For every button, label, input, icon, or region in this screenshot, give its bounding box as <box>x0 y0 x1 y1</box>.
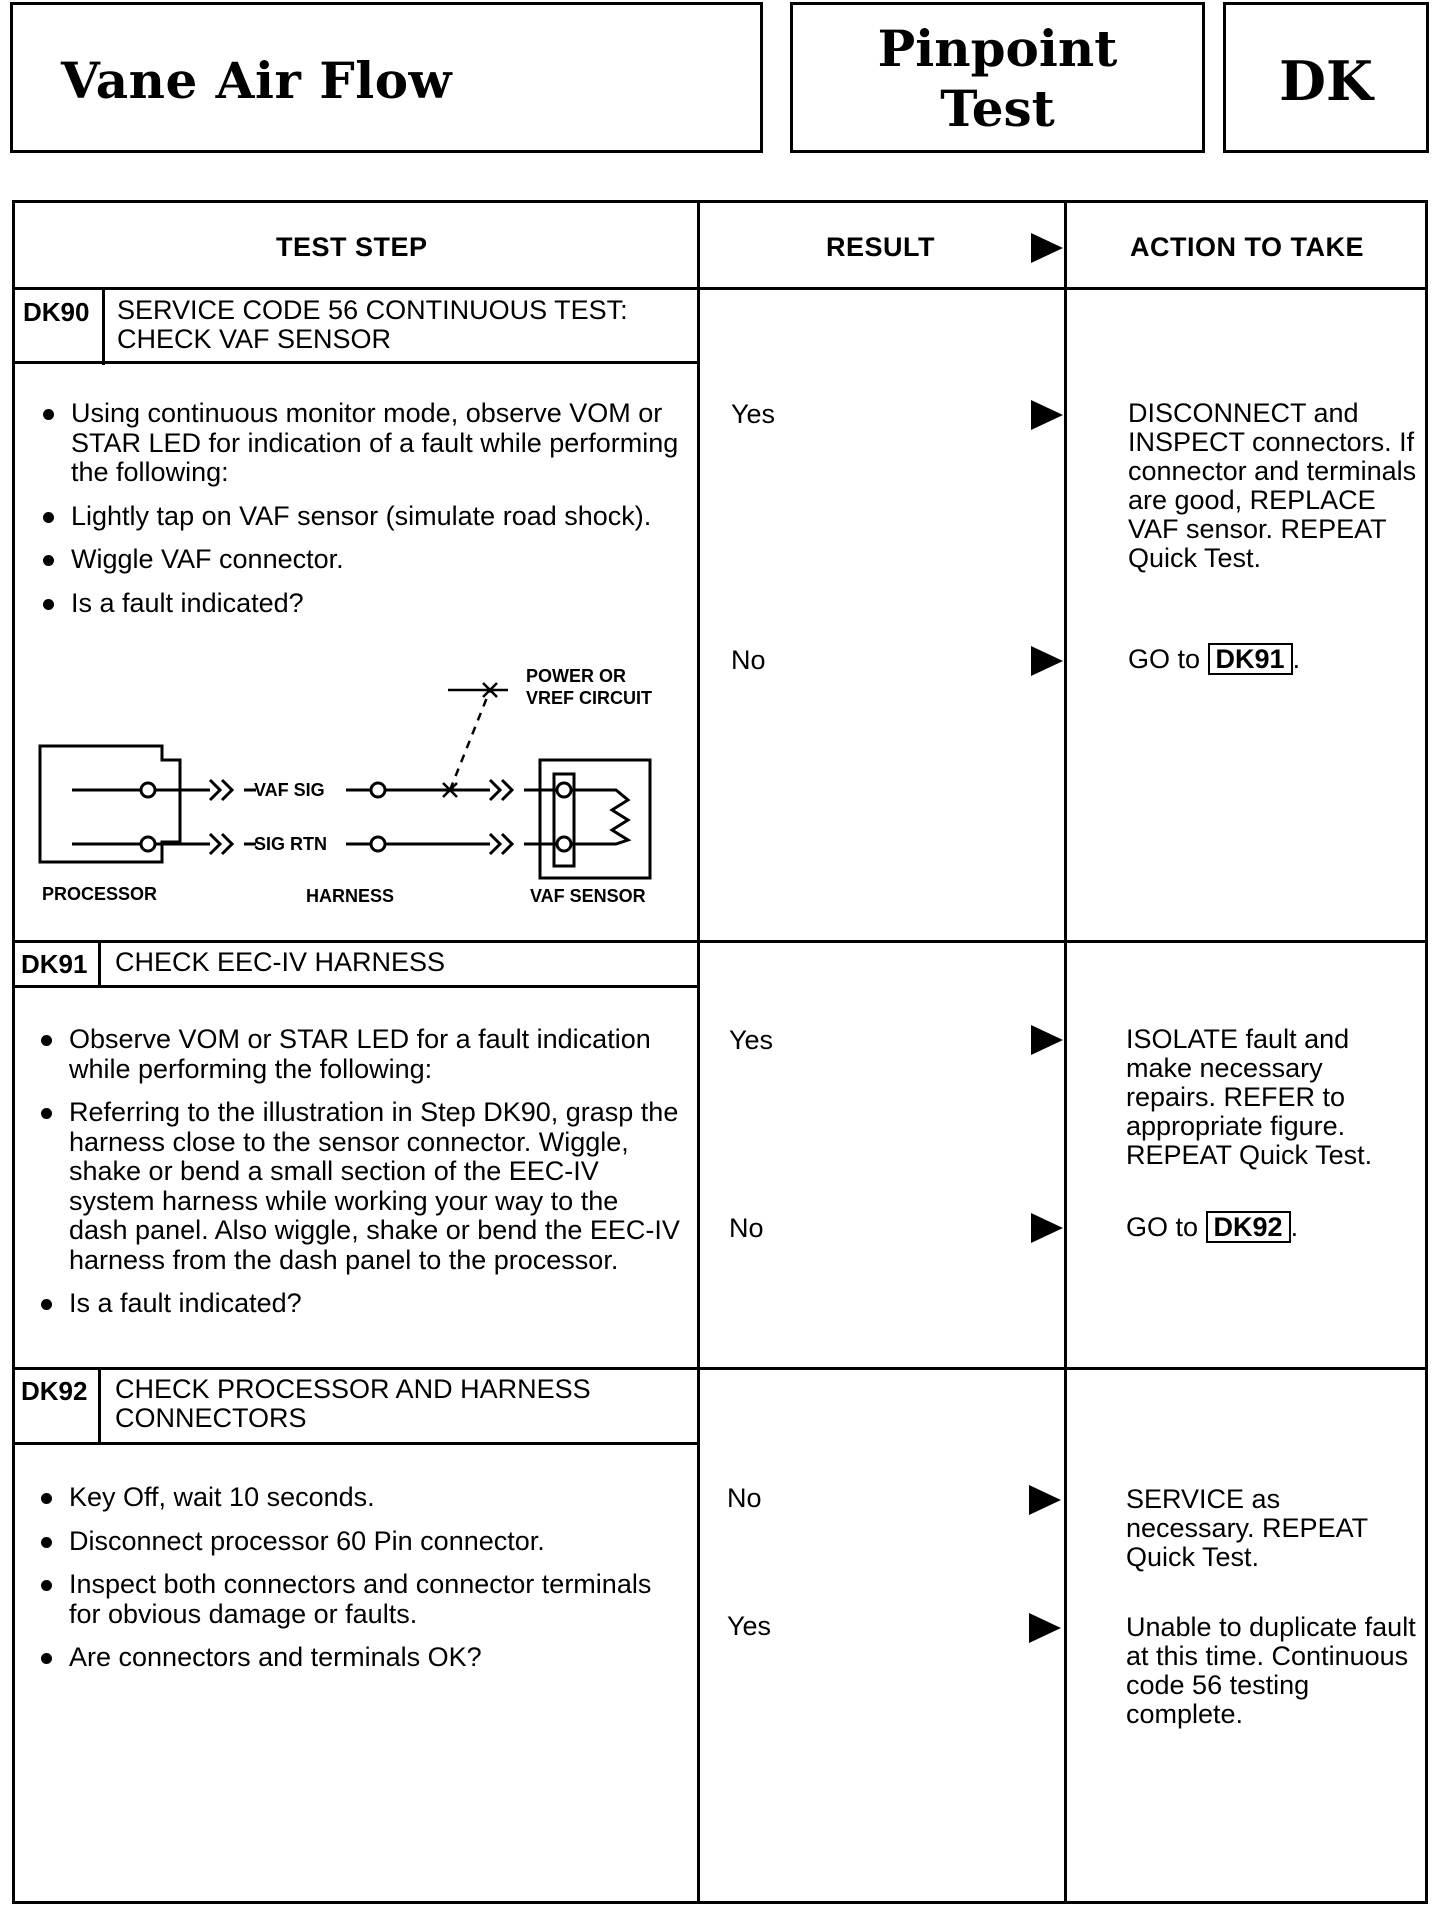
action-goto <box>1126 1211 1298 1243</box>
action-goto <box>1128 643 1300 675</box>
vaf-sensor-label: VAF SENSOR <box>530 886 646 906</box>
instruction-item: Are connectors and terminals OK? <box>41 1643 681 1673</box>
result-label: Yes <box>731 399 776 429</box>
test-code-box <box>1223 2 1429 153</box>
page-title-box <box>10 2 763 153</box>
step-instructions <box>43 399 683 632</box>
step-title-divider <box>15 361 697 364</box>
instruction-item: Is a fault indicated? <box>41 1289 681 1319</box>
column-divider <box>697 203 700 1901</box>
row-divider <box>15 1367 1425 1370</box>
arrow-icon <box>1031 233 1063 263</box>
step-code-divider <box>98 1367 101 1445</box>
result-label: Yes <box>727 1611 772 1641</box>
row-divider <box>15 940 1425 943</box>
result-label: Yes <box>729 1025 774 1055</box>
result-label: No <box>729 1213 764 1243</box>
instruction-item: Referring to the illustration in Step DK90, grasp the harness close to the sensor connector. Wiggle, shake or bend a small section of the EEC-IV system harness while working your way to the dash panel. Also wiggle, shake or bend the EEC-IV harness from the dash panel to the processor. <box>41 1098 681 1275</box>
vref-label: VREF CIRCUIT <box>526 688 652 708</box>
pinpoint-test-box <box>790 2 1205 153</box>
row-divider <box>15 287 1425 290</box>
instruction-item: Observe VOM or STAR LED for a fault indication while performing the following: <box>41 1025 681 1084</box>
arrow-icon <box>1031 400 1063 430</box>
vaf-sensor-outline <box>540 760 650 878</box>
step-title: CHECK EEC-IV HARNESS <box>115 947 446 977</box>
power-label: POWER OR <box>526 666 627 686</box>
arrow-icon <box>1029 1485 1061 1515</box>
sig-rtn-label: SIG RTN <box>254 834 328 854</box>
step-code: DK91 <box>21 949 88 979</box>
instruction-item: Wiggle VAF connector. <box>43 545 683 575</box>
step-title: CHECK PROCESSOR AND HARNESS CONNECTORS <box>115 1374 591 1433</box>
step-title-divider <box>15 985 697 988</box>
instruction-item: Disconnect processor 60 Pin connector. <box>41 1527 681 1557</box>
result-label: No <box>727 1483 762 1513</box>
goto-prefix: GO to <box>1126 1212 1199 1242</box>
instruction-item: Inspect both connectors and connector terminals for obvious damage or faults. <box>41 1570 681 1629</box>
pinpoint-label: Pinpoint <box>877 19 1118 78</box>
action-text: ISOLATE fault and make necessary repairs. REFER to appropriate figure. REPEAT Quick Test. <box>1126 1024 1373 1170</box>
step-code: DK90 <box>23 297 90 327</box>
step-title: SERVICE CODE 56 CONTINUOUS TEST: CHECK VAF SENSOR <box>117 295 628 354</box>
step-reference-link[interactable]: DK91 <box>1208 643 1293 675</box>
step-code-divider <box>102 287 105 365</box>
instruction-item: Is a fault indicated? <box>43 589 683 619</box>
processor-label: PROCESSOR <box>42 884 158 904</box>
column-header-action: ACTION TO TAKE <box>1130 232 1364 262</box>
arrow-icon <box>1031 1213 1063 1243</box>
action-text: DISCONNECT and INSPECT connectors. If connector and terminals are good, REPLACE VAF sensor. REPEAT Quick Test. <box>1128 398 1417 573</box>
harness-label: HARNESS <box>306 886 395 906</box>
arrow-icon <box>1031 1025 1063 1055</box>
vaf-circuit-diagram <box>30 662 680 910</box>
test-label: Test <box>940 79 1055 138</box>
step-title-divider <box>15 1442 697 1445</box>
step-reference-link[interactable]: DK92 <box>1206 1211 1291 1243</box>
arrow-icon <box>1029 1613 1061 1643</box>
step-instructions <box>41 1025 681 1333</box>
instruction-item: Using continuous monitor mode, observe VOM or STAR LED for indication of a fault while performing the following: <box>43 399 683 488</box>
pinpoint-table <box>12 200 1428 1904</box>
goto-suffix: . <box>1290 1212 1299 1242</box>
column-header-test-step: TEST STEP <box>276 232 428 262</box>
page-title: Vane Air Flow <box>61 51 453 110</box>
arrow-icon <box>1031 646 1063 676</box>
step-code-divider <box>98 940 101 988</box>
step-code: DK92 <box>21 1376 88 1406</box>
goto-suffix: . <box>1292 644 1301 674</box>
column-divider <box>1064 203 1067 1901</box>
action-text: Unable to duplicate fault at this time. Continuous code 56 testing complete. <box>1126 1612 1416 1729</box>
vaf-sig-label: VAF SIG <box>254 780 325 800</box>
column-header-result: RESULT <box>826 232 935 262</box>
goto-prefix: GO to <box>1128 644 1201 674</box>
action-text: SERVICE as necessary. REPEAT Quick Test. <box>1126 1484 1368 1572</box>
test-code: DK <box>1279 49 1373 113</box>
result-label: No <box>731 645 766 675</box>
instruction-item: Key Off, wait 10 seconds. <box>41 1483 681 1513</box>
step-instructions <box>41 1483 681 1687</box>
instruction-item: Lightly tap on VAF sensor (simulate road shock). <box>43 502 683 532</box>
